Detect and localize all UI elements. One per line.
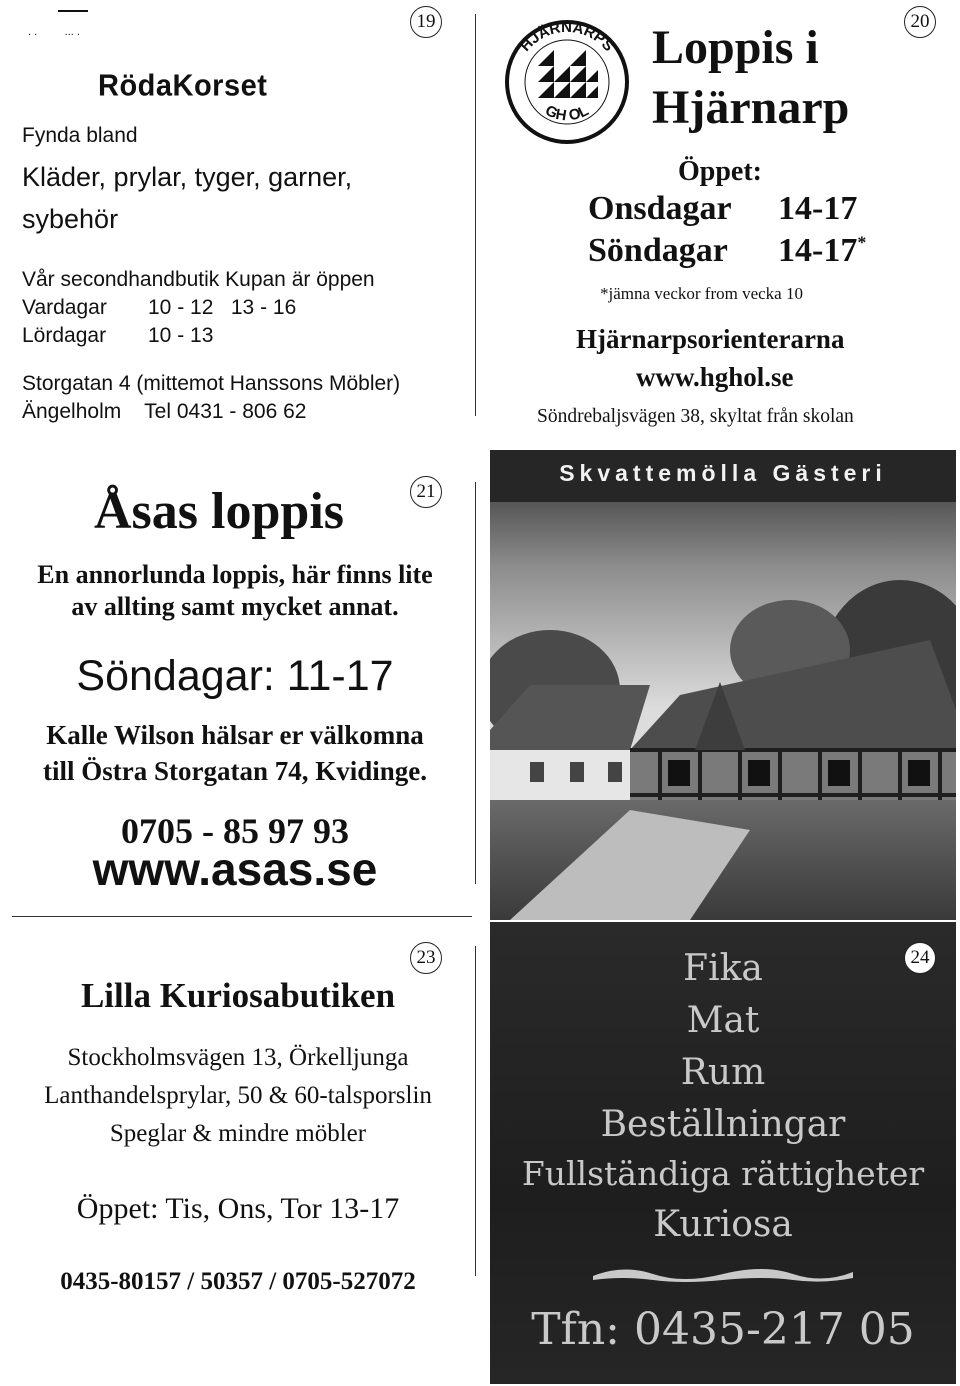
open-row	[588, 232, 866, 270]
asas-phone: 0705 - 85 97 93	[121, 811, 349, 851]
roda-korset-logo: RödaKorset	[98, 69, 268, 103]
hjarnarp-title-line-1: Loppis i	[652, 21, 819, 74]
service-item: Mat	[686, 1000, 760, 1041]
divider-21	[475, 482, 476, 884]
kurio-hours: Öppet: Tis, Ons, Tor 13-17	[76, 1192, 400, 1225]
top-rule	[58, 10, 88, 12]
kurio-title: Lilla Kuriosabutiken	[80, 976, 396, 1015]
hours-time: 10 - 13	[148, 324, 214, 347]
badge-23: 23	[410, 942, 442, 974]
open-day: Onsdagar	[588, 190, 732, 227]
address-line-1: Storgatan 4 (mittemot Hanssons Möbler)	[22, 372, 401, 395]
footnote: *jämna veckor from vecka 10	[600, 284, 803, 303]
asas-desc-line-1: En annorlunda loppis, här finns lite	[37, 560, 433, 589]
asas-desc-line-2: av allting samt mycket annat.	[71, 592, 399, 621]
hjarnarp-title-line-2: Hjärnarp	[652, 81, 850, 134]
open-day: Söndagar	[588, 232, 728, 269]
hghol-logo	[500, 18, 634, 146]
badge-21: 21	[410, 476, 442, 508]
wave-ornament	[593, 1262, 853, 1286]
address-line-2: Ängelholm Tel 0431 - 806 62	[22, 400, 307, 423]
ad-skvattemolla-services	[490, 922, 956, 1384]
asas-hours: Söndagar: 11-17	[76, 652, 394, 700]
asas-welcome-line-2: till Östra Storgatan 74, Kvidinge.	[43, 756, 427, 786]
asas-url: www.asas.se	[92, 843, 378, 895]
service-item: Kuriosa	[653, 1204, 793, 1245]
badge-20: 20	[904, 6, 936, 38]
hours-row	[22, 324, 213, 348]
intro-text: Fynda bland	[22, 124, 138, 147]
kurio-line-3: Speglar & mindre möbler	[109, 1120, 367, 1147]
hours-time: 10 - 12 13 - 16	[148, 296, 297, 319]
hours-intro: Vår secondhandbutik Kupan är öppen	[22, 268, 375, 291]
service-item: Fullständiga rättigheter	[521, 1154, 925, 1193]
hours-day: Lördagar	[22, 324, 107, 347]
divider-19-20	[475, 14, 476, 416]
kurio-phones: 0435-80157 / 50357 / 0705-527072	[60, 1268, 416, 1295]
open-time: 14-17	[778, 232, 858, 269]
svg-text:GH OL	[543, 102, 592, 124]
asas-title: Åsas loppis	[94, 483, 344, 540]
headline-line-2: sybehör	[22, 204, 119, 234]
kurio-line-2: Lanthandelsprylar, 50 & 60-talsporslin	[44, 1082, 432, 1109]
open-label: Öppet:	[678, 156, 762, 187]
gasteri-photo	[490, 450, 956, 920]
hours-row	[22, 296, 296, 320]
service-item: Fika	[683, 948, 763, 989]
gasteri-title: Skvattemölla Gästeri	[559, 460, 887, 486]
org-url: www.hghol.se	[636, 362, 794, 392]
top-marks: . . ... .	[28, 26, 80, 38]
org-name: Hjärnarpsorienterarna	[576, 324, 845, 354]
asas-welcome-line-1: Kalle Wilson hälsar er välkomna	[46, 720, 424, 750]
badge-19: 19	[410, 6, 442, 38]
logo-bottom-text: GH OL	[542, 102, 592, 125]
badge-24: 24	[904, 942, 936, 974]
service-item: Rum	[680, 1052, 766, 1093]
open-time: 14-17	[778, 190, 858, 227]
services-phone: Tfn: 0435-217 05	[531, 1304, 915, 1355]
ad-skvattemolla-photo	[490, 450, 956, 920]
hjarnarp-address: Söndrebaljsvägen 38, skyltat från skolan	[537, 406, 854, 427]
service-item: Beställningar	[600, 1104, 846, 1145]
svg-text:HJÄRNARPS	[517, 19, 617, 55]
divider-21-23	[12, 916, 472, 917]
logo-top-text: HJÄRNARPS	[516, 18, 618, 55]
kurio-line-1: Stockholmsvägen 13, Örkelljunga	[67, 1044, 409, 1071]
headline-line-1: Kläder, prylar, tyger, garner,	[22, 162, 353, 192]
hours-day: Vardagar	[22, 296, 107, 319]
footnote-mark: *	[857, 232, 867, 253]
open-row	[588, 190, 857, 228]
